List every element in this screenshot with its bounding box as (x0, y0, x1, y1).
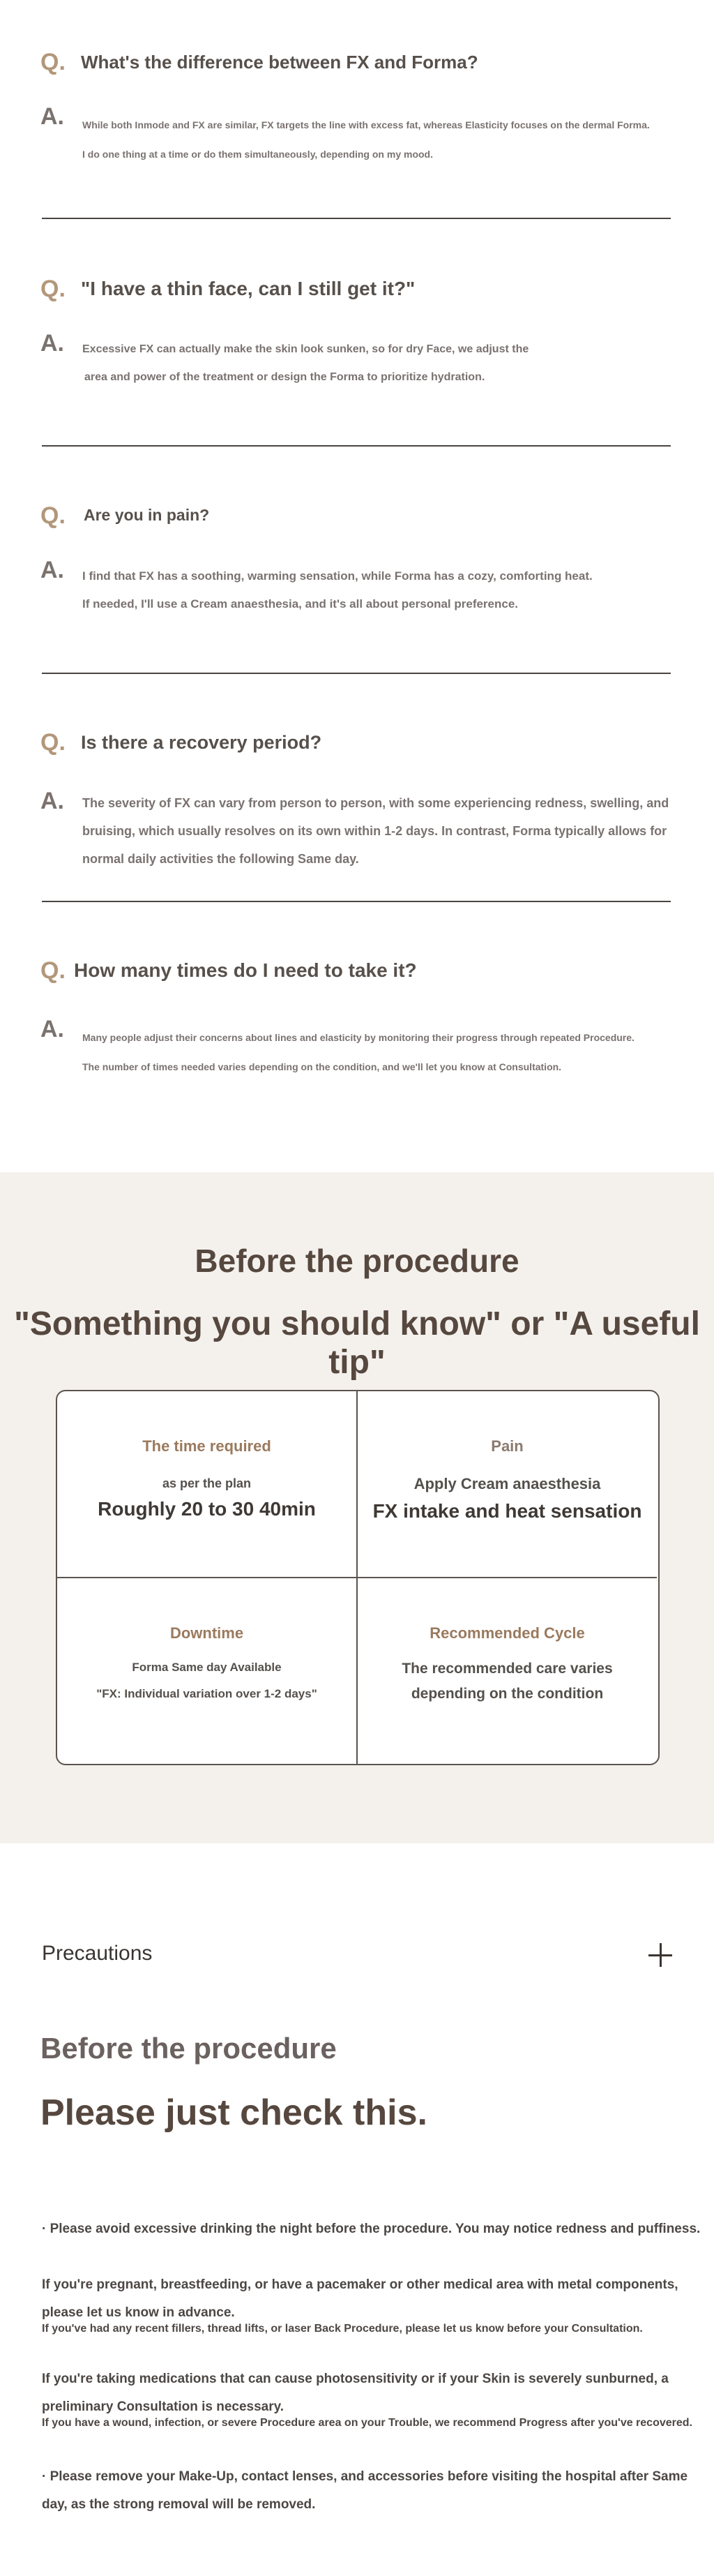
divider (42, 218, 671, 219)
question-mark: Q. (40, 729, 66, 756)
plus-icon[interactable] (648, 1943, 674, 1968)
question-mark: Q. (40, 957, 66, 984)
cell-sub: Forma Same day Available (132, 1661, 282, 1674)
faq-question: "I have a thin face, can I still get it?" (81, 278, 416, 299)
answer-line: I find that FX has a soothing, warming sensation, while Forma has a cozy, comforting heat. (82, 569, 593, 583)
before-procedure-title: Before the procedure (40, 2032, 337, 2065)
info-cell-time (57, 1391, 358, 1578)
note-line: If you're taking medications that can cause photosensitivity or if your Skin is severely sunburned, a (42, 2372, 669, 2386)
faq-question: What's the difference between FX and Forma? (81, 52, 478, 73)
note-line: If you're pregnant, breastfeeding, or have a pacemaker or other medical area with metal components, (42, 2277, 678, 2292)
faq-answer (82, 110, 710, 169)
faq-question: How many times do I need to take it? (74, 959, 417, 981)
info-cell-downtime (57, 1578, 358, 1764)
answer-mark: A. (40, 788, 64, 814)
answer-line: Many people adjust their concerns about lines and elasticity by monitoring their progress through repeated Procedure. (82, 1032, 635, 1043)
cell-main: depending on the condition (411, 1686, 604, 1702)
answer-line: If needed, I'll use a Cream anaesthesia, and it's all about personal preference. (82, 597, 519, 611)
cell-title: Downtime (169, 1624, 244, 1642)
cell-title: Pain (491, 1437, 524, 1455)
answer-mark: A. (40, 103, 64, 130)
answer-line: bruising, which usually resolves on its own within 1-2 days. In contrast, Forma typically allows for (82, 824, 667, 838)
info-cell-cycle (358, 1578, 657, 1764)
question-mark: Q. (40, 276, 66, 302)
cell-main: Roughly 20 to 30 40min (98, 1498, 316, 1520)
note-line: please let us know in advance. (42, 2305, 235, 2320)
info-grid (56, 1390, 660, 1765)
check-title: Please just check this. (40, 2092, 427, 2133)
procedure-info-section (0, 1172, 714, 1843)
faq-question: Are you in pain? (84, 506, 210, 524)
cell-main: "FX: Individual variation over 1-2 days" (96, 1687, 317, 1700)
note-line: · Please remove your Make-Up, contact lenses, and accessories before visiting the hospital after Same (42, 2469, 688, 2484)
note-line: day, as the strong removal will be removed. (42, 2497, 316, 2512)
precautions-toggle-label[interactable]: Precautions (42, 1942, 153, 1965)
note-line: If you have a wound, infection, or severe Procedure area on your Trouble, we recommend Progress after you've recovered. (42, 2417, 692, 2429)
section-subheading: "Something you should know" or "A useful tip" (14, 1305, 700, 1381)
answer-line: Excessive FX can actually make the skin look sunken, so for dry Face, we adjust the (82, 343, 529, 355)
note-line: If you've had any recent fillers, thread lifts, or laser Back Procedure, please let us know before your Consultation. (42, 2323, 643, 2335)
divider (42, 673, 671, 674)
note-line: preliminary Consultation is necessary. (42, 2399, 284, 2414)
precaution-notes (42, 2365, 704, 2432)
answer-mark: A. (40, 557, 64, 583)
answer-line: area and power of the treatment or design the Forma to prioritize hydration. (84, 371, 485, 383)
cell-main: FX intake and heat sensation (372, 1500, 642, 1522)
section-heading: Before the procedure (195, 1243, 519, 1279)
precaution-notes (42, 2463, 704, 2519)
divider (42, 445, 671, 447)
answer-line: The number of times needed varies depending on the condition, and we'll let you know at Consultation. (82, 1061, 562, 1072)
answer-line: I do one thing at a time or do them simultaneously, depending on my mood. (82, 149, 433, 160)
precaution-notes (42, 2215, 704, 2243)
note-line: · Please avoid excessive drinking the night before the procedure. You may notice redness and puffiness. (42, 2222, 701, 2236)
answer-mark: A. (40, 330, 64, 357)
cell-sub: as per the plan (162, 1476, 252, 1490)
answer-line: normal daily activities the following Same day. (82, 852, 359, 866)
cell-title: The time required (142, 1437, 271, 1455)
cell-sub: The recommended care varies (402, 1661, 613, 1677)
faq-answer (82, 562, 710, 618)
question-mark: Q. (40, 49, 66, 75)
answer-mark: A. (40, 1016, 64, 1042)
answer-line: While both Inmode and FX are similar, FX targets the line with excess fat, whereas Elasticity focuses on the dermal Forma. (82, 119, 650, 130)
faq-question: Is there a recovery period? (81, 732, 322, 753)
divider (42, 901, 671, 902)
faq-answer (82, 336, 710, 391)
info-cell-pain (358, 1391, 657, 1578)
question-mark: Q. (40, 502, 66, 529)
precaution-notes (42, 2271, 704, 2338)
cell-title: Recommended Cycle (430, 1624, 585, 1642)
faq-answer (82, 1023, 710, 1081)
faq-answer (82, 789, 710, 873)
cell-sub: Apply Cream anaesthesia (413, 1475, 601, 1492)
answer-line: The severity of FX can vary from person to person, with some experiencing redness, swelling, and (82, 796, 669, 810)
